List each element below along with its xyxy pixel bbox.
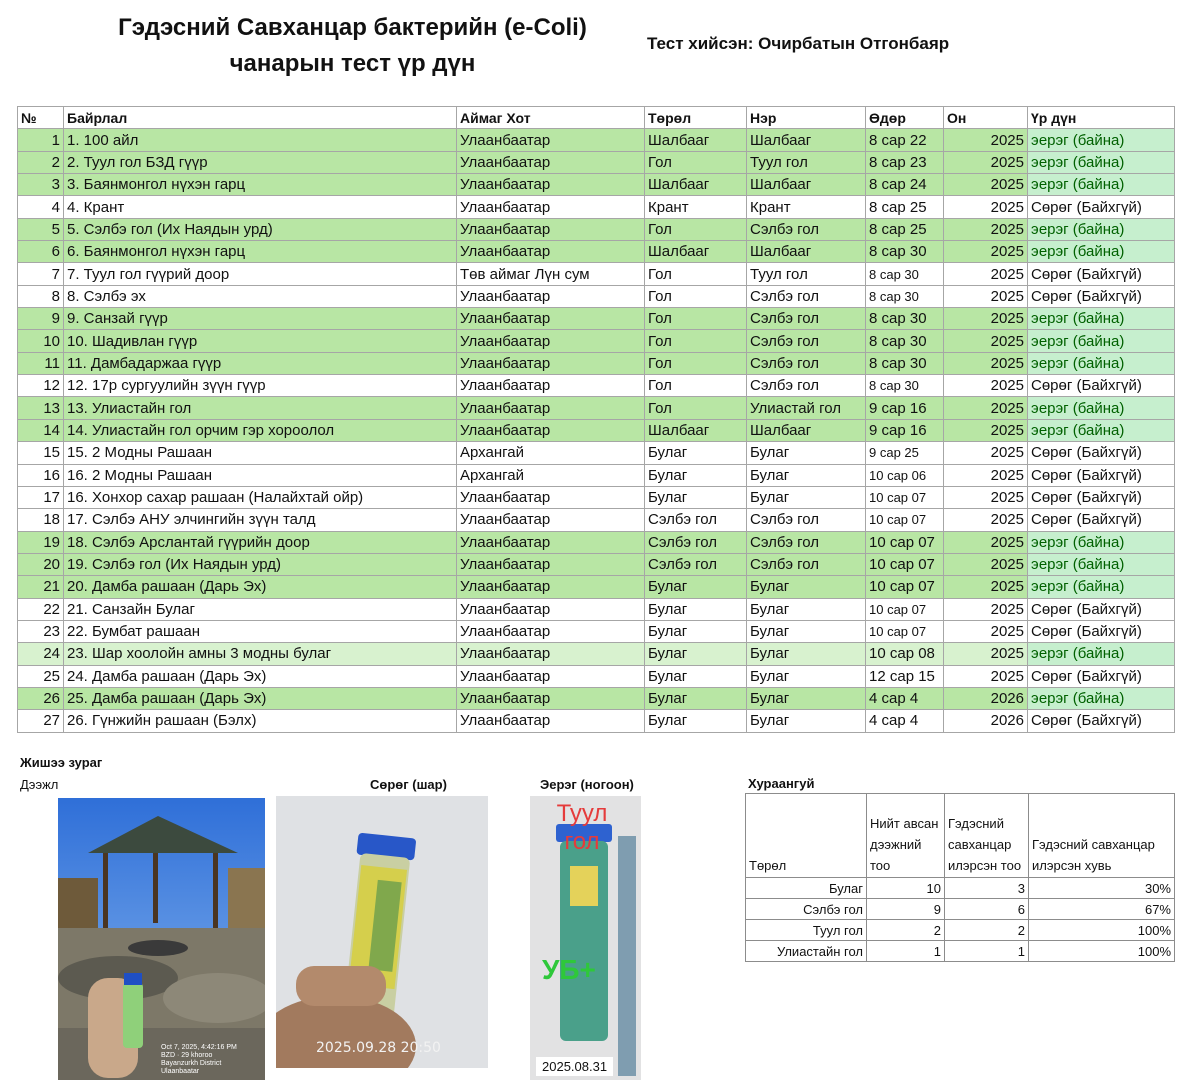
negative-label: Сөрөг (шар) [370,777,447,792]
cell-year: 2025 [944,375,1028,397]
cell-result: эерэг (байна) [1028,129,1175,151]
cell-no: 21 [18,576,64,598]
table-row [18,196,1175,218]
cell-no: 13 [18,397,64,419]
cell-date: 10 сар 07 [866,509,944,531]
col-header: Нэр [747,107,866,129]
cell-loc: 23. Шар хоолойн амны 3 модны булаг [64,643,457,665]
cell-no: 15 [18,442,64,464]
cell-type: Шалбааг [645,419,747,441]
table-row [18,330,1175,352]
cell-city: Улаанбаатар [457,509,645,531]
cell-name: Шалбааг [747,241,866,263]
cell-date: 10 сар 07 [866,620,944,642]
cell-type: Гол [645,218,747,240]
cell-result: эерэг (байна) [1028,151,1175,173]
cell-city: Улаанбаатар [457,553,645,575]
cell-no: 26 [18,687,64,709]
cell-no: 1 [18,129,64,151]
cell-city: Улаанбаатар [457,665,645,687]
cell-date: 8 сар 30 [866,352,944,374]
summary-header-row [746,794,1175,878]
cell-no: 27 [18,710,64,732]
cell-type: Гол [645,375,747,397]
cell-date: 9 сар 16 [866,397,944,419]
samples-label: Жишээ зураг [20,755,103,770]
summary-title: Хураангуй [748,776,815,791]
cell-year: 2025 [944,218,1028,240]
cell-city: Улаанбаатар [457,687,645,709]
cell-year: 2025 [944,174,1028,196]
cell-result: Сөрөг (Байхгүй) [1028,598,1175,620]
cell-name: Булаг [747,687,866,709]
cell-year: 2025 [944,442,1028,464]
cell-type: Булаг [645,643,747,665]
cell-loc: 3. Баянмонгол нүхэн гарц [64,174,457,196]
cell-name: Сэлбэ гол [747,352,866,374]
cell-result: Сөрөг (Байхгүй) [1028,665,1175,687]
spring-photo-image [58,798,265,1080]
cell-year: 2025 [944,665,1028,687]
cell-result: эерэг (байна) [1028,397,1175,419]
cell-date: 10 сар 07 [866,576,944,598]
cell-loc: 15. 2 Модны Рашаан [64,442,457,464]
cell-result: Сөрөг (Байхгүй) [1028,464,1175,486]
summary-pct: 100% [1029,920,1175,941]
cell-result: Сөрөг (Байхгүй) [1028,620,1175,642]
cell-year: 2025 [944,397,1028,419]
cell-type: Булаг [645,710,747,732]
cell-name: Булаг [747,464,866,486]
table-row [18,531,1175,553]
cell-city: Улаанбаатар [457,352,645,374]
cell-result: Сөрөг (Байхгүй) [1028,710,1175,732]
cell-loc: 9. Санзай гүүр [64,308,457,330]
cell-city: Улаанбаатар [457,419,645,441]
cell-result: эерэг (байна) [1028,576,1175,598]
col-header: Он [944,107,1028,129]
table-row [18,710,1175,732]
cell-type: Шалбааг [645,241,747,263]
cell-name: Сэлбэ гол [747,308,866,330]
cell-result: эерэг (байна) [1028,531,1175,553]
cell-name: Сэлбэ гол [747,330,866,352]
cell-city: Улаанбаатар [457,174,645,196]
cell-type: Гол [645,352,747,374]
cell-no: 24 [18,643,64,665]
cell-year: 2025 [944,598,1028,620]
cell-loc: 19. Сэлбэ гол (Их Наядын урд) [64,553,457,575]
photo-green-annotation: УБ+ [542,954,596,985]
cell-city: Улаанбаатар [457,308,645,330]
cell-date: 8 сар 22 [866,129,944,151]
cell-loc: 10. Шадивлан гүүр [64,330,457,352]
summary-total: 10 [867,878,945,899]
cell-loc: 21. Санзайн Булаг [64,598,457,620]
table-row [18,419,1175,441]
cell-no: 6 [18,241,64,263]
cell-type: Булаг [645,620,747,642]
cell-result: эерэг (байна) [1028,308,1175,330]
table-row [18,174,1175,196]
summary-type: Туул гол [746,920,867,941]
cell-name: Булаг [747,710,866,732]
cell-name: Булаг [747,576,866,598]
cell-no: 5 [18,218,64,240]
cell-loc: 8. Сэлбэ эх [64,285,457,307]
cell-type: Гол [645,330,747,352]
cell-type: Гол [645,151,747,173]
cell-result: Сөрөг (Байхгүй) [1028,442,1175,464]
cell-year: 2025 [944,196,1028,218]
cell-type: Гол [645,263,747,285]
summary-found: 2 [945,920,1029,941]
table-row [18,375,1175,397]
cell-date: 8 сар 30 [866,308,944,330]
cell-result: Сөрөг (Байхгүй) [1028,375,1175,397]
col-header: Байрлал [64,107,457,129]
cell-type: Булаг [645,486,747,508]
cell-type: Булаг [645,665,747,687]
table-row [18,665,1175,687]
cell-date: 8 сар 30 [866,330,944,352]
cell-name: Булаг [747,620,866,642]
cell-date: 9 сар 25 [866,442,944,464]
summary-found: 1 [945,941,1029,962]
cell-type: Булаг [645,442,747,464]
cell-result: Сөрөг (Байхгүй) [1028,196,1175,218]
cell-loc: 13. Улиастайн гол [64,397,457,419]
cell-loc: 1. 100 айл [64,129,457,151]
cell-city: Улаанбаатар [457,285,645,307]
cell-no: 2 [18,151,64,173]
cell-no: 11 [18,352,64,374]
negative-tube-image [276,796,488,1068]
summary-row [746,920,1175,941]
cell-name: Улиастай гол [747,397,866,419]
cell-type: Крант [645,196,747,218]
cell-name: Сэлбэ гол [747,285,866,307]
summary-total: 9 [867,899,945,920]
summary-col-header: Нийт авсан дээжний тоо [867,794,945,878]
cell-date: 8 сар 25 [866,196,944,218]
cell-year: 2025 [944,620,1028,642]
cell-name: Шалбааг [747,419,866,441]
cell-type: Булаг [645,464,747,486]
table-header [18,107,1175,129]
cell-no: 18 [18,509,64,531]
cell-year: 2025 [944,352,1028,374]
cell-year: 2025 [944,308,1028,330]
table-row [18,620,1175,642]
photo-date: 2025.08.31 [536,1057,613,1076]
cell-no: 3 [18,174,64,196]
cell-city: Улаанбаатар [457,598,645,620]
cell-year: 2025 [944,643,1028,665]
summary-table [745,793,1175,962]
title-line-2: чанарын тест үр дүн [229,50,476,77]
summary-type: Булаг [746,878,867,899]
cell-result: Сөрөг (Байхгүй) [1028,285,1175,307]
cell-no: 22 [18,598,64,620]
cell-loc: 2. Туул гол БЗД гүүр [64,151,457,173]
col-header: Өдөр [866,107,944,129]
cell-city: Архангай [457,442,645,464]
col-header: Аймаг Хот [457,107,645,129]
cell-date: 9 сар 16 [866,419,944,441]
cell-city: Улаанбаатар [457,620,645,642]
cell-result: Сөрөг (Байхгүй) [1028,509,1175,531]
tester-name: Тест хийсэн: Очирбатын Отгонбаяр [647,34,950,53]
table-row [18,263,1175,285]
cell-no: 25 [18,665,64,687]
cell-date: 10 сар 07 [866,486,944,508]
table-row [18,308,1175,330]
cell-name: Туул гол [747,263,866,285]
cell-no: 20 [18,553,64,575]
cell-type: Булаг [645,687,747,709]
cell-loc: 7. Туул гол гүүрий доор [64,263,457,285]
cell-result: эерэг (байна) [1028,218,1175,240]
cell-result: эерэг (байна) [1028,330,1175,352]
summary-type: Сэлбэ гол [746,899,867,920]
cell-result: эерэг (байна) [1028,687,1175,709]
cell-date: 8 сар 25 [866,218,944,240]
cell-year: 2025 [944,285,1028,307]
cell-name: Булаг [747,598,866,620]
cell-year: 2025 [944,486,1028,508]
cell-no: 9 [18,308,64,330]
summary-type: Улиастайн гол [746,941,867,962]
col-header: Үр дүн [1028,107,1175,129]
cell-loc: 22. Бумбат рашаан [64,620,457,642]
table-row [18,285,1175,307]
cell-no: 12 [18,375,64,397]
cell-no: 17 [18,486,64,508]
cell-year: 2025 [944,464,1028,486]
cell-result: эерэг (байна) [1028,174,1175,196]
table-row [18,442,1175,464]
cell-type: Гол [645,397,747,419]
cell-year: 2025 [944,419,1028,441]
table-row [18,553,1175,575]
cell-type: Сэлбэ гол [645,509,747,531]
cell-name: Булаг [747,643,866,665]
cell-loc: 6. Баянмонгол нүхэн гарц [64,241,457,263]
cell-no: 23 [18,620,64,642]
cell-no: 7 [18,263,64,285]
cell-name: Булаг [747,486,866,508]
cell-result: Сөрөг (Байхгүй) [1028,486,1175,508]
cell-date: 10 сар 06 [866,464,944,486]
cell-name: Булаг [747,442,866,464]
cell-loc: 14. Улиастайн гол орчим гэр хороолол [64,419,457,441]
cell-year: 2025 [944,330,1028,352]
table-row [18,486,1175,508]
cell-date: 8 сар 30 [866,285,944,307]
cell-loc: 16. Хонхор сахар рашаан (Налайхтай ойр) [64,486,457,508]
summary-found: 3 [945,878,1029,899]
cell-name: Сэлбэ гол [747,218,866,240]
summary-row [746,899,1175,920]
summary-pct: 67% [1029,899,1175,920]
cell-result: эерэг (байна) [1028,643,1175,665]
table-row [18,218,1175,240]
cell-date: 10 сар 07 [866,598,944,620]
cell-city: Улаанбаатар [457,129,645,151]
table-row [18,397,1175,419]
cell-year: 2026 [944,687,1028,709]
table-row [18,576,1175,598]
cell-loc: 24. Дамба рашаан (Дарь Эх) [64,665,457,687]
table-row [18,151,1175,173]
cell-loc: 4. Крант [64,196,457,218]
cell-year: 2026 [944,710,1028,732]
table-row [18,352,1175,374]
cell-loc: 20. Дамба рашаан (Дарь Эх) [64,576,457,598]
cell-no: 14 [18,419,64,441]
cell-year: 2025 [944,129,1028,151]
cell-city: Улаанбаатар [457,710,645,732]
cell-date: 10 сар 08 [866,643,944,665]
cell-city: Улаанбаатар [457,576,645,598]
cell-name: Шалбааг [747,129,866,151]
cell-result: эерэг (байна) [1028,352,1175,374]
cell-name: Сэлбэ гол [747,531,866,553]
col-header: № [18,107,64,129]
cell-year: 2025 [944,553,1028,575]
cell-name: Булаг [747,665,866,687]
cell-type: Сэлбэ гол [645,553,747,575]
cell-result: эерэг (байна) [1028,419,1175,441]
cell-loc: 5. Сэлбэ гол (Их Наядын урд) [64,218,457,240]
cell-loc: 11. Дамбадаржаа гүүр [64,352,457,374]
cell-type: Шалбааг [645,129,747,151]
cell-loc: 26. Гүнжийн рашаан (Бэлх) [64,710,457,732]
cell-loc: 25. Дамба рашаан (Дарь Эх) [64,687,457,709]
cell-no: 4 [18,196,64,218]
photo-geotag-caption: Oct 7, 2025, 4:42:16 PM BZD · 29 khoroo Bayanzurkh District Ulaanbaatar [161,1044,237,1075]
summary-row [746,878,1175,899]
cell-city: Улаанбаатар [457,218,645,240]
cell-name: Крант [747,196,866,218]
cell-city: Улаанбаатар [457,151,645,173]
table-row [18,129,1175,151]
summary-col-header: Гэдэсний савханцар илэрсэн хувь [1029,794,1175,878]
photo-timestamp: 2025.09.28 20:50 [316,1040,441,1056]
cell-name: Сэлбэ гол [747,553,866,575]
cell-loc: 12. 17р сургуулийн зүүн гүүр [64,375,457,397]
cell-date: 8 сар 30 [866,375,944,397]
cell-year: 2025 [944,509,1028,531]
cell-year: 2025 [944,241,1028,263]
summary-found: 6 [945,899,1029,920]
cell-type: Гол [645,308,747,330]
summary-row [746,941,1175,962]
cell-name: Туул гол [747,151,866,173]
cell-date: 4 сар 4 [866,710,944,732]
cell-result: эерэг (байна) [1028,553,1175,575]
cell-name: Сэлбэ гол [747,375,866,397]
sample-photo-spring [58,798,265,1080]
cell-city: Улаанбаатар [457,531,645,553]
cell-year: 2025 [944,151,1028,173]
summary-total: 1 [867,941,945,962]
cell-date: 8 сар 30 [866,241,944,263]
cell-result: эерэг (байна) [1028,241,1175,263]
cell-city: Улаанбаатар [457,375,645,397]
table-row [18,598,1175,620]
col-header: Төрөл [645,107,747,129]
sample-photo-negative [276,796,488,1068]
photo-red-annotation: Туул гол [556,800,608,855]
sample-photo-positive [530,796,641,1080]
cell-type: Сэлбэ гол [645,531,747,553]
samples-sub-label: Дээжл [20,777,59,792]
cell-date: 4 сар 4 [866,687,944,709]
summary-pct: 30% [1029,878,1175,899]
summary-col-header: Гэдэсний савханцар илэрсэн тоо [945,794,1029,878]
cell-date: 10 сар 07 [866,531,944,553]
cell-type: Шалбааг [645,174,747,196]
cell-city: Улаанбаатар [457,196,645,218]
cell-no: 16 [18,464,64,486]
summary-pct: 100% [1029,941,1175,962]
cell-date: 10 сар 07 [866,553,944,575]
cell-no: 8 [18,285,64,307]
cell-city: Улаанбаатар [457,486,645,508]
cell-no: 10 [18,330,64,352]
summary-total: 2 [867,920,945,941]
table-row [18,464,1175,486]
cell-loc: 18. Сэлбэ Арслантай гүүрийн доор [64,531,457,553]
cell-type: Гол [645,285,747,307]
cell-city: Архангай [457,464,645,486]
results-table [17,106,1175,733]
cell-result: Сөрөг (Байхгүй) [1028,263,1175,285]
summary-col-header: Төрөл [746,794,867,878]
cell-date: 8 сар 24 [866,174,944,196]
cell-type: Булаг [645,598,747,620]
cell-no: 19 [18,531,64,553]
cell-year: 2025 [944,531,1028,553]
cell-city: Улаанбаатар [457,397,645,419]
positive-label: Эерэг (ногоон) [540,777,634,792]
cell-year: 2025 [944,576,1028,598]
cell-city: Улаанбаатар [457,643,645,665]
title-line-1: Гэдэсний Савханцар бактерийн (e-Coli) [118,14,587,41]
cell-type: Булаг [645,576,747,598]
cell-loc: 16. 2 Модны Рашаан [64,464,457,486]
cell-city: Улаанбаатар [457,241,645,263]
page-title [60,10,645,82]
table-row [18,687,1175,709]
cell-year: 2025 [944,263,1028,285]
cell-city: Улаанбаатар [457,330,645,352]
cell-date: 8 сар 30 [866,263,944,285]
table-row [18,643,1175,665]
cell-loc: 17. Сэлбэ АНУ элчингийн зүүн талд [64,509,457,531]
cell-date: 12 сар 15 [866,665,944,687]
cell-city: Төв аймаг Лүн сум [457,263,645,285]
cell-name: Сэлбэ гол [747,509,866,531]
table-row [18,241,1175,263]
cell-date: 8 сар 23 [866,151,944,173]
cell-name: Шалбааг [747,174,866,196]
table-row [18,509,1175,531]
